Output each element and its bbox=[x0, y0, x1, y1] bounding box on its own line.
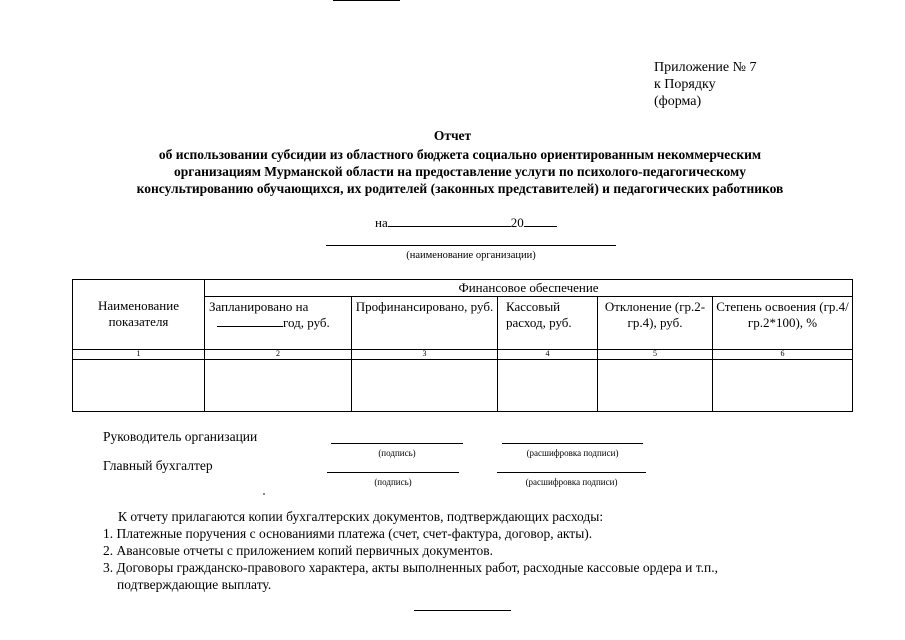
data-cell-financed[interactable] bbox=[352, 359, 498, 411]
data-cell-cash[interactable] bbox=[498, 359, 598, 411]
header-degree: Степень освоения (гр.4/гр.2*100), % bbox=[713, 297, 853, 349]
col-number-5: 5 bbox=[598, 349, 713, 359]
col-number-6: 6 bbox=[713, 349, 853, 359]
attachment-item-1: 1. Платежные поручения с основаниями платежа (счет, счет-фактура, договор, акты). bbox=[103, 526, 593, 541]
col-number-1: 1 bbox=[73, 349, 205, 359]
attachments-list bbox=[103, 525, 718, 593]
head-label: Руководитель организации bbox=[103, 429, 258, 444]
planned-year-label: год, руб. bbox=[283, 315, 330, 331]
accountant-decode-caption: (расшифровка подписи) bbox=[525, 477, 618, 487]
header-planned bbox=[205, 297, 352, 349]
scan-dot bbox=[263, 493, 265, 495]
attachments-intro: К отчету прилагаются копии бухгалтерских документов, подтверждающих расходы: bbox=[118, 509, 604, 524]
year-blank[interactable] bbox=[524, 214, 557, 227]
report-title: Отчет bbox=[433, 128, 472, 143]
annex-form: (форма) bbox=[654, 94, 702, 109]
accountant-decode-field[interactable] bbox=[497, 472, 646, 473]
accountant-signature-caption: (подпись) bbox=[374, 477, 412, 487]
header-cash: Кассовый расход, руб. bbox=[498, 297, 598, 349]
year-prefix: 20 bbox=[510, 215, 524, 230]
report-table bbox=[72, 279, 853, 412]
data-cell-indicator[interactable] bbox=[73, 359, 205, 411]
attachment-item-3: 3. Договоры гражданско-правового характера, акты выполненных работ, расходные кассовые ордера и т.п., bbox=[103, 560, 718, 575]
subtitle-line-2: организациям Мурманской области на предоставление услуги по психолого-педагогическому bbox=[173, 164, 747, 179]
report-subtitle bbox=[60, 146, 860, 197]
organization-caption: (наименование организации) bbox=[406, 250, 536, 261]
top-separator bbox=[333, 0, 400, 1]
data-cell-degree[interactable] bbox=[713, 359, 853, 411]
header-financing-group: Финансовое обеспечение bbox=[205, 280, 853, 297]
head-signature-caption: (подпись) bbox=[378, 448, 416, 458]
header-financed: Профинансировано, руб. bbox=[352, 297, 498, 349]
accountant-signature-field[interactable] bbox=[327, 472, 459, 473]
header-indicator: Наименование показателя bbox=[73, 280, 205, 350]
planned-line-2 bbox=[209, 315, 351, 331]
organization-name-field[interactable] bbox=[326, 245, 616, 246]
head-decode-field[interactable] bbox=[502, 443, 643, 444]
attachment-item-2: 2. Авансовые отчеты с приложением копий первичных документов. bbox=[103, 543, 494, 558]
col-number-2: 2 bbox=[205, 349, 352, 359]
head-signature-field[interactable] bbox=[331, 443, 463, 444]
annex-order: к Порядку bbox=[654, 77, 716, 92]
planned-year-blank[interactable] bbox=[217, 315, 283, 327]
attachment-item-3-continued: подтверждающие выплату. bbox=[117, 577, 272, 592]
data-cell-planned[interactable] bbox=[205, 359, 352, 411]
annex-number: Приложение № 7 bbox=[654, 60, 757, 75]
col-number-4: 4 bbox=[498, 349, 598, 359]
subtitle-line-1: об использовании субсидии из областного бюджета социально ориентированным некоммерческим bbox=[158, 147, 762, 162]
col-number-3: 3 bbox=[352, 349, 498, 359]
data-cell-deviation[interactable] bbox=[598, 359, 713, 411]
header-deviation: Отклонение (гр.2-гр.4), руб. bbox=[598, 297, 713, 349]
report-date-field bbox=[375, 214, 557, 231]
subtitle-line-3: консультированию обучающихся, их родителей (законных представителей) и педагогических работников bbox=[136, 181, 784, 196]
date-blank[interactable] bbox=[388, 214, 511, 227]
annex-block bbox=[654, 59, 757, 110]
planned-line-1: Запланировано на bbox=[209, 299, 309, 315]
accountant-label: Главный бухгалтер bbox=[103, 458, 213, 473]
date-prefix: на bbox=[375, 215, 388, 230]
head-decode-caption: (расшифровка подписи) bbox=[526, 448, 619, 458]
bottom-separator bbox=[414, 610, 511, 611]
